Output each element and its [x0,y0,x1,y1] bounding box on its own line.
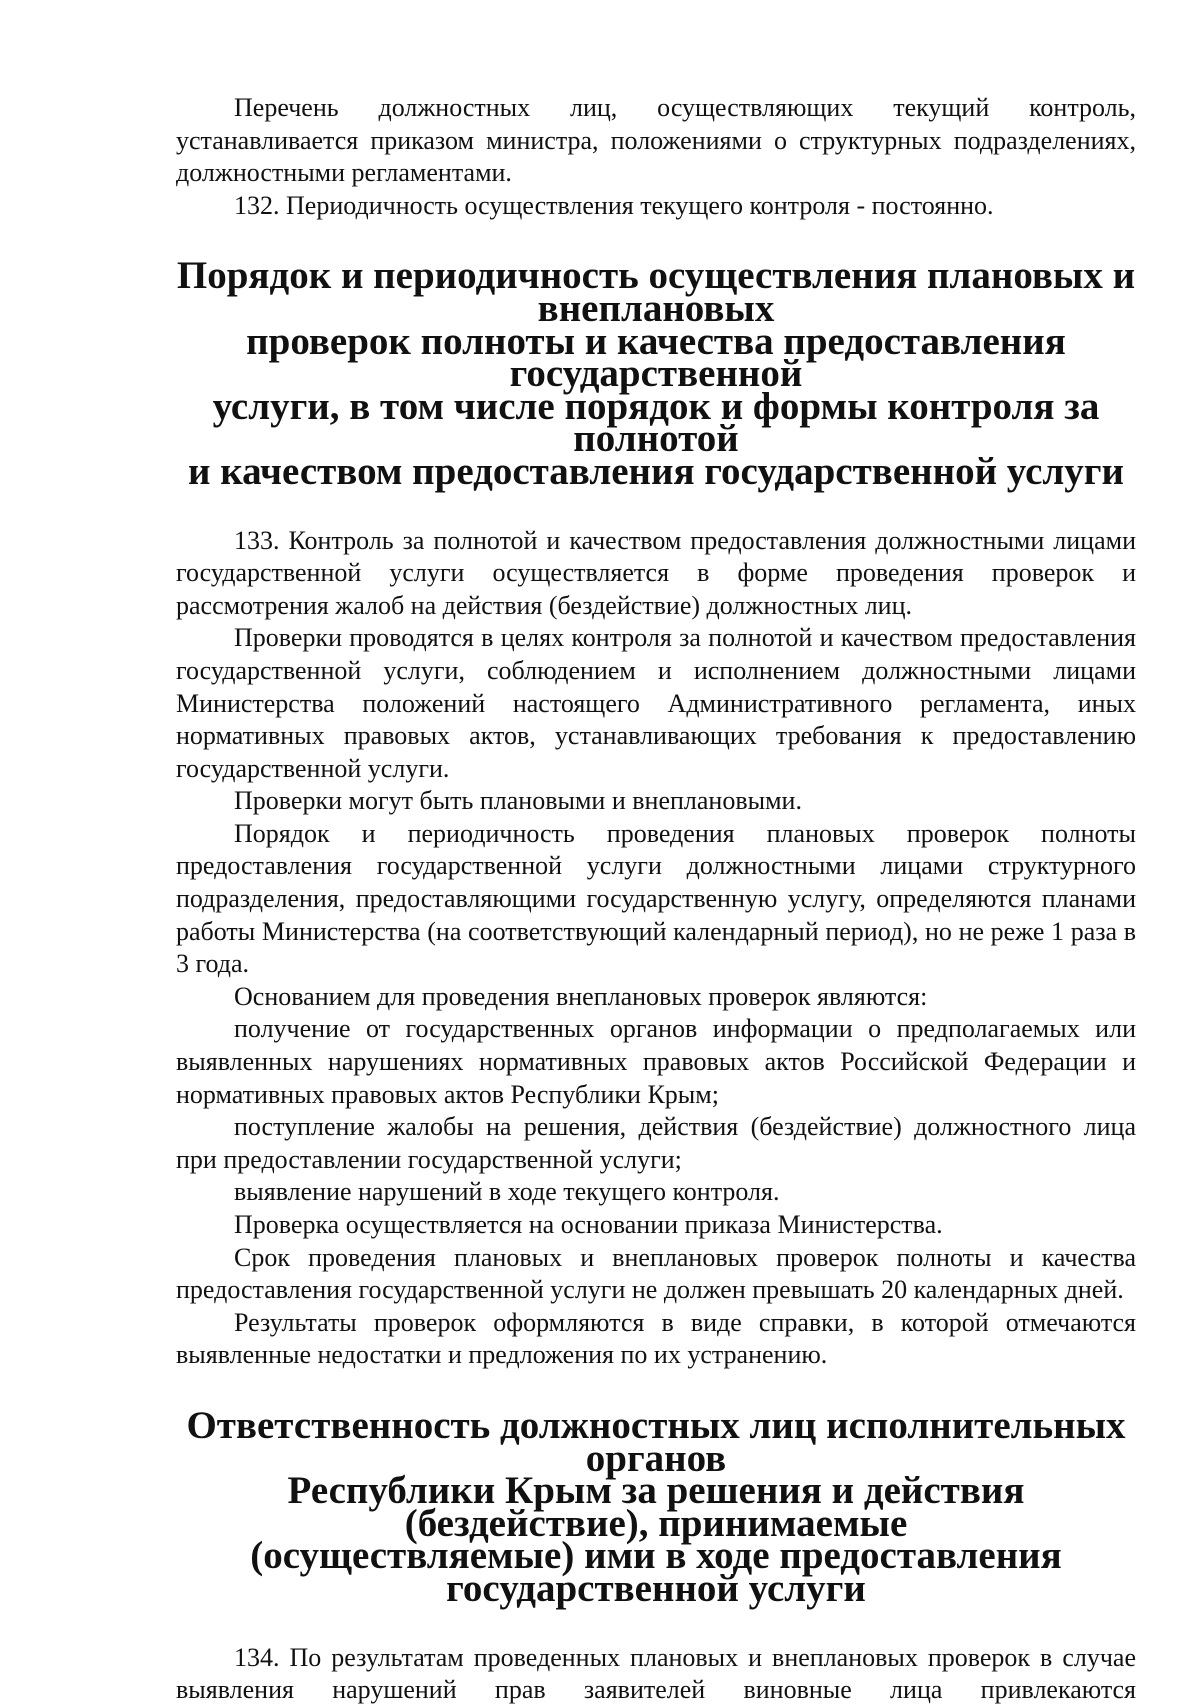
paragraph-term: Срок проведения плановых и внеплановых проверок полноты и качества предоставления государственной услуги не должен превышать 20 календарных дней. [176,1242,1136,1305]
spacer [176,1606,1136,1642]
paragraph-intro: Перечень должностных лиц, осуществляющих текущий контроль, устанавливается приказом министра, положениями о структурных подразделениях, должностными регламентами. [176,93,1136,188]
paragraph-ground-2: поступление жалобы на решения, действия (бездействие) должностного лица при предоставлении государственной услуги; [176,1112,1136,1174]
heading-line: услуги, в том числе порядок и формы контроля за полнотой [212,384,1100,461]
spacer [176,489,1136,525]
paragraph-checks-goal: Проверки проводятся в целях контроля за полнотой и качеством предоставления государственной услуги, соблюдением и исполнением должностными лицами Министерства положений настоящего Административного регламента, иных нормативных правовых актов, устанавливающих требования к предоставлению государственной услуги. [176,623,1136,783]
section-heading-responsibility [176,1403,1136,1610]
paragraph-132: 132. Периодичность осуществления текущего контроля - постоянно. [234,190,994,220]
paragraph-134: 134. По результатам проведенных плановых и внеплановых проверок в случае выявления нарушений прав заявителей виновные лица привлекаются [176,1642,1136,1705]
heading-line: государственной услуги [446,1566,866,1610]
paragraph-results: Результаты проверок оформляются в виде справки, в которой отмечаются выявленные недостатки и предложения по их устранению. [176,1307,1136,1370]
paragraph-133: 133. Контроль за полнотой и качеством предоставления должностными лицами государственной услуги осуществляется в форме проведения проверок и рассмотрения жалоб на действия (бездействие) должностных лиц. [176,525,1136,620]
document-page [176,92,1136,1707]
heading-line: проверок полноты и качества предоставления государственной [246,319,1066,396]
paragraph-checks-types: Проверки могут быть плановыми и внеплановыми. [234,786,802,816]
paragraph-planned-order: Порядок и периодичность проведения плановых проверок полноты предоставления государственной услуги должностными лицами структурного подразделения, предоставляющими государственную услугу, определяются планами работы Министерства (на соответствующий календарный период), но не реже 1 раза в 3 года. [176,818,1136,979]
heading-line: Ответственность должностных лиц исполнительных органов [186,1403,1126,1480]
paragraph-ground-1: получение от государственных органов информации о предполагаемых или выявленных нарушениях нормативных правовых актов Российской Федерации и нормативных правовых актов Республики Крым; [176,1014,1136,1109]
paragraph-order-basis: Проверка осуществляется на основании приказа Министерства. [234,1210,943,1239]
section-heading-inspections [176,254,1136,493]
heading-line: и качеством предоставления государственной услуги [188,449,1124,493]
paragraph-grounds: Основанием для проведения внеплановых проверок являются: [234,981,928,1011]
heading-line: Порядок и периодичность осуществления плановых и внеплановых [176,254,1136,330]
heading-line: Республики Крым за решения и действия (бездействие), принимаемые [287,1469,1025,1545]
paragraph-ground-3: выявление нарушений в ходе текущего контроля. [234,1177,780,1207]
heading-line: (осуществляемые) ими в ходе предоставления [250,1534,1062,1578]
